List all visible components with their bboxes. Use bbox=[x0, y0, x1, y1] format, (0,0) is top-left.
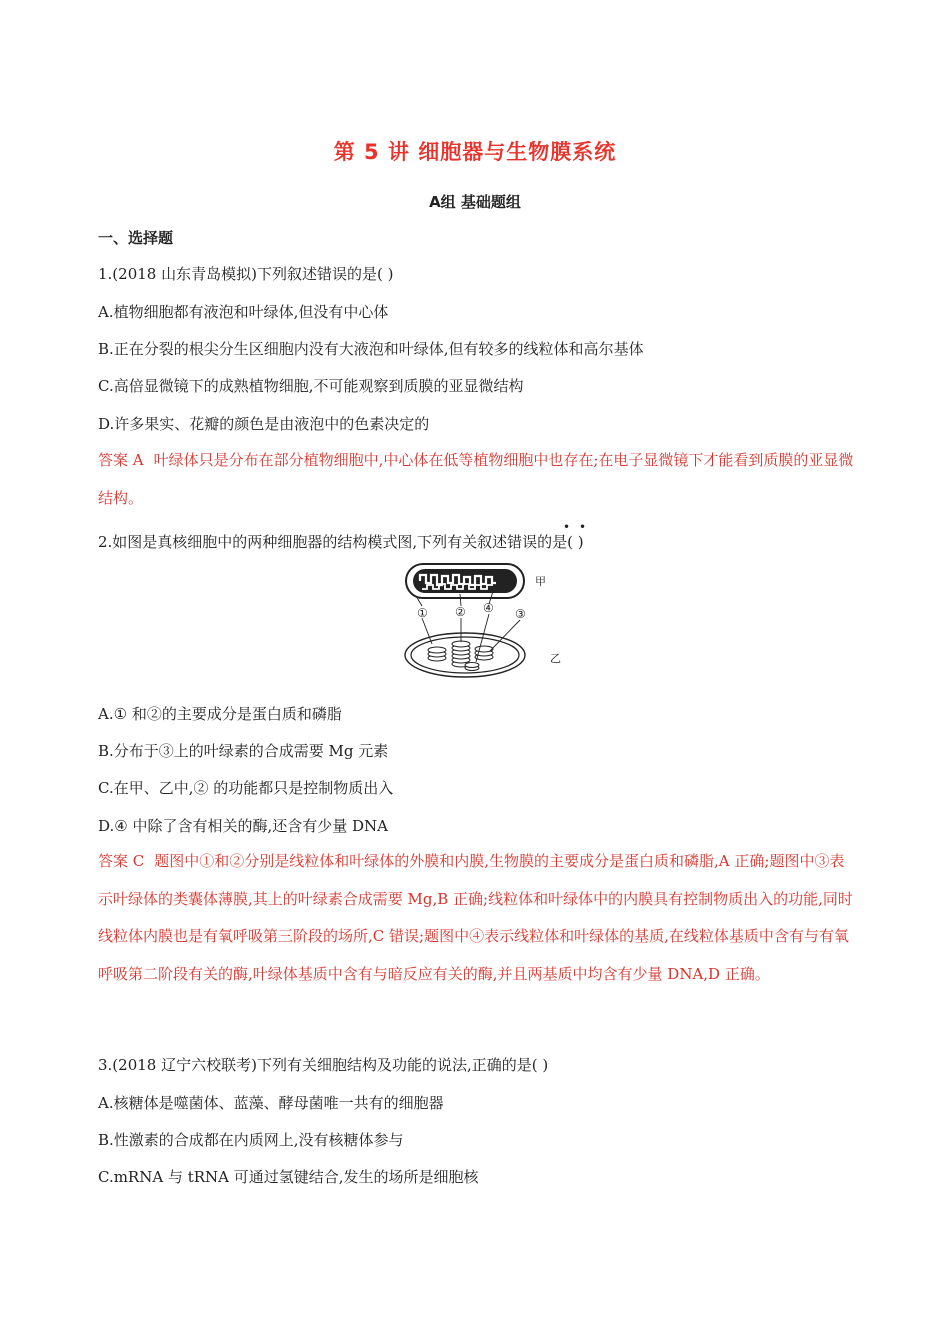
q2-option-c: C.在甲、乙中,② 的功能都只是控制物质出入 bbox=[98, 779, 394, 797]
q1-answer-label: 答案 A bbox=[98, 451, 144, 469]
page-title: 第 5 讲 细胞器与生物膜系统 bbox=[333, 140, 617, 164]
q2-option-a: A.① 和②的主要成分是蛋白质和磷脂 bbox=[98, 705, 342, 723]
label-jia: 甲 bbox=[535, 575, 546, 588]
q3-option-b: B.性激素的合成都在内质网上,没有核糖体参与 bbox=[98, 1131, 404, 1149]
q1-option-d: D.许多果实、花瓣的颜色是由液泡中的色素决定的 bbox=[98, 415, 430, 433]
q3-stem: 3.(2018 辽宁六校联考)下列有关细胞结构及功能的说法,正确的是( ) bbox=[98, 1056, 549, 1074]
q2-option-d: D.④ 中除了含有相关的酶,还含有少量 DNA bbox=[98, 817, 388, 835]
q2-answer-label: 答案 C bbox=[98, 852, 145, 870]
q2-answer bbox=[98, 843, 858, 993]
label-4: ④ bbox=[483, 601, 494, 615]
label-1: ① bbox=[417, 606, 428, 620]
q3-option-c: C.mRNA 与 tRNA 可通过氢键结合,发生的场所是细胞核 bbox=[98, 1168, 479, 1186]
label-3: ③ bbox=[515, 607, 526, 621]
group-subtitle: A组 基础题组 bbox=[429, 193, 521, 211]
mitochondrion-shape bbox=[406, 564, 524, 598]
q1-option-c: C.高倍显微镜下的成熟植物细胞,不可能观察到质膜的亚显微结构 bbox=[98, 377, 524, 395]
organelle-diagram bbox=[402, 558, 562, 680]
q1-stem: 1.(2018 山东青岛模拟)下列叙述错误的是( ) bbox=[98, 265, 394, 283]
label-yi: 乙 bbox=[550, 652, 561, 665]
q1-option-a: A.植物细胞都有液泡和叶绿体,但没有中心体 bbox=[98, 303, 389, 321]
emphasis-dot: • bbox=[563, 520, 571, 534]
q1-answer-text: 叶绿体只是分布在部分植物细胞中,中心体在低等植物细胞中也存在;在电子显微镜下才能看到质膜的亚显微结构。 bbox=[98, 451, 854, 507]
q2-option-b: B.分布于③上的叶绿素的合成需要 Mg 元素 bbox=[98, 742, 389, 760]
label-2: ② bbox=[455, 605, 466, 619]
q1-answer bbox=[98, 442, 858, 517]
q3-option-a: A.核糖体是噬菌体、蓝藻、酵母菌唯一共有的细胞器 bbox=[98, 1094, 444, 1112]
q1-option-b: B.正在分裂的根尖分生区细胞内没有大液泡和叶绿体,但有较多的线粒体和高尔基体 bbox=[98, 340, 644, 358]
emphasis-dot: • bbox=[579, 520, 587, 534]
chloroplast-shape bbox=[405, 633, 525, 677]
q2-stem: 2.如图是真核细胞中的两种细胞器的结构模式图,下列有关叙述错误的是( ) bbox=[98, 533, 584, 551]
q2-answer-text: 题图中①和②分别是线粒体和叶绿体的外膜和内膜,生物膜的主要成分是蛋白质和磷脂,A 正确;题图中③表示叶绿体的类囊体薄膜,其上的叶绿素合成需要 Mg,B 正确;线粒体和叶绿体中的内膜具有控制物质出入的功能,同时线粒体内膜也是有氧呼吸第三阶段的场所,C 错误;题图中④表示线粒体和叶绿体的基质,在线粒体基质中含有与有氧呼吸第二阶段有关的酶,叶绿体基质中含有与暗反应有关的酶,并且两基质中均含有少量 DNA,D 正确。 bbox=[98, 852, 853, 983]
section-heading: 一、选择题 bbox=[98, 229, 174, 247]
